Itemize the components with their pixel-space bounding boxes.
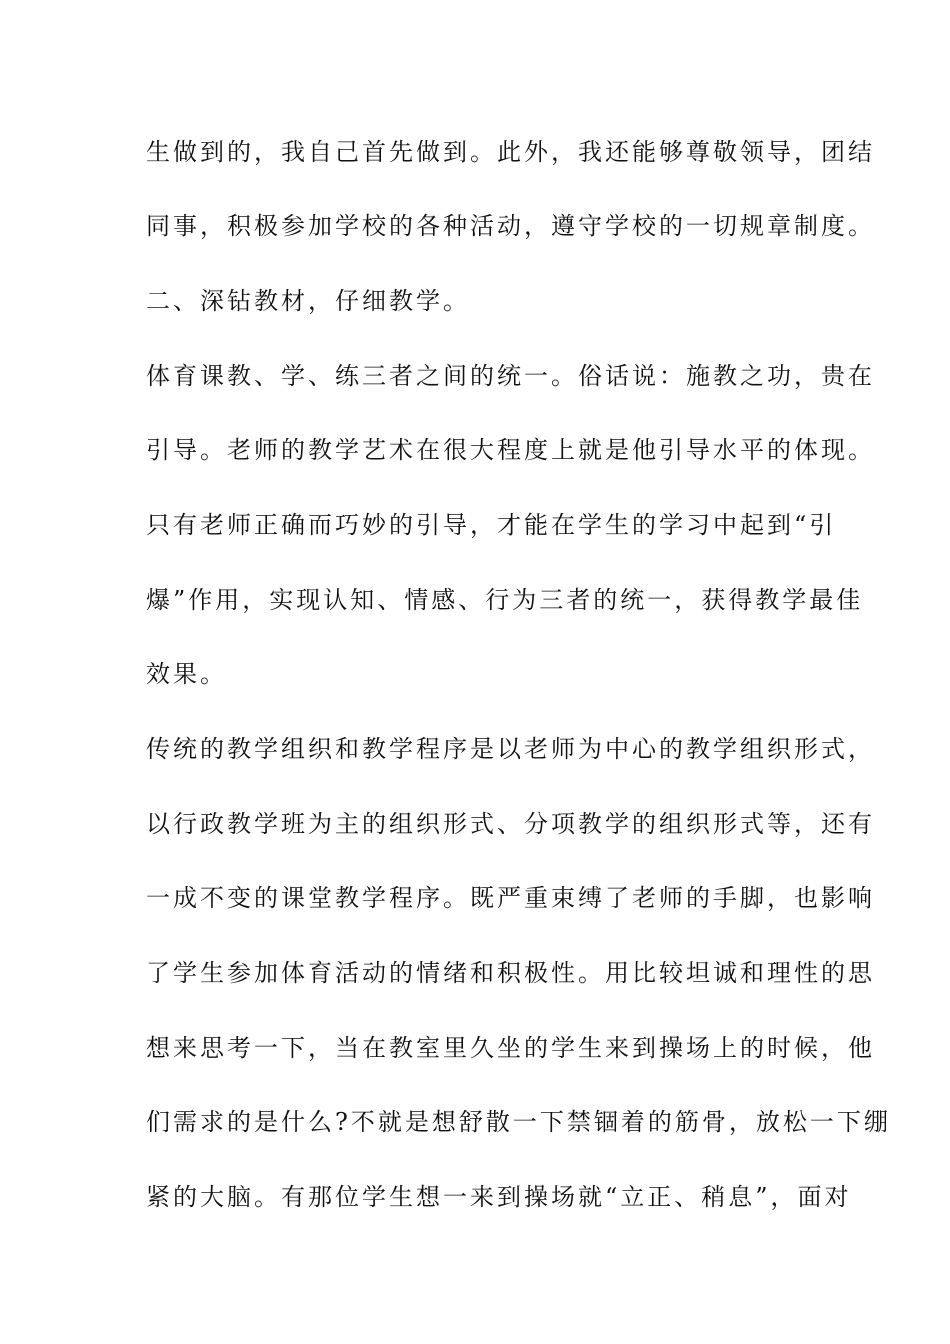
text-line: 一成不变的课堂教学程序。既严重束缚了老师的手脚，也影响 <box>146 884 875 912</box>
text-line: 只有老师正确而巧妙的引导，才能在学生的学习中起到“引 <box>146 511 837 539</box>
text-line: 引导。老师的教学艺术在很大程度上就是他引导水平的体现。 <box>146 436 875 464</box>
text-line: 体育课教、学、练三者之间的统一。俗话说：施教之功，贵在 <box>146 362 875 390</box>
text-line: 效果。 <box>146 660 227 688</box>
section-heading: 二、深钻教材，仔细教学。 <box>146 287 470 315</box>
text-line: 以行政教学班为主的组织形式、分项教学的组织形式等，还有 <box>146 810 875 838</box>
text-line: 想来思考一下，当在教室里久坐的学生来到操场上的时候，他 <box>146 1034 875 1062</box>
text-line: 生做到的，我自己首先做到。此外，我还能够尊敬领导，团结 <box>146 138 875 166</box>
text-line: 传统的教学组织和教学程序是以老师为中心的教学组织形式， <box>146 735 875 763</box>
text-line: 紧的大脑。有那位学生想一来到操场就“立正、稍息”，面对 <box>146 1183 852 1211</box>
text-line: 了学生参加体育活动的情绪和积极性。用比较坦诚和理性的思 <box>146 959 875 987</box>
text-line: 同事，积极参加学校的各种活动，遵守学校的一切规章制度。 <box>146 212 875 240</box>
text-line: 们需求的是什么?不就是想舒散一下禁锢着的筋骨，放松一下绷 <box>146 1108 891 1136</box>
text-line: 爆”作用，实现认知、情感、行为三者的统一，获得教学最佳 <box>146 586 864 614</box>
